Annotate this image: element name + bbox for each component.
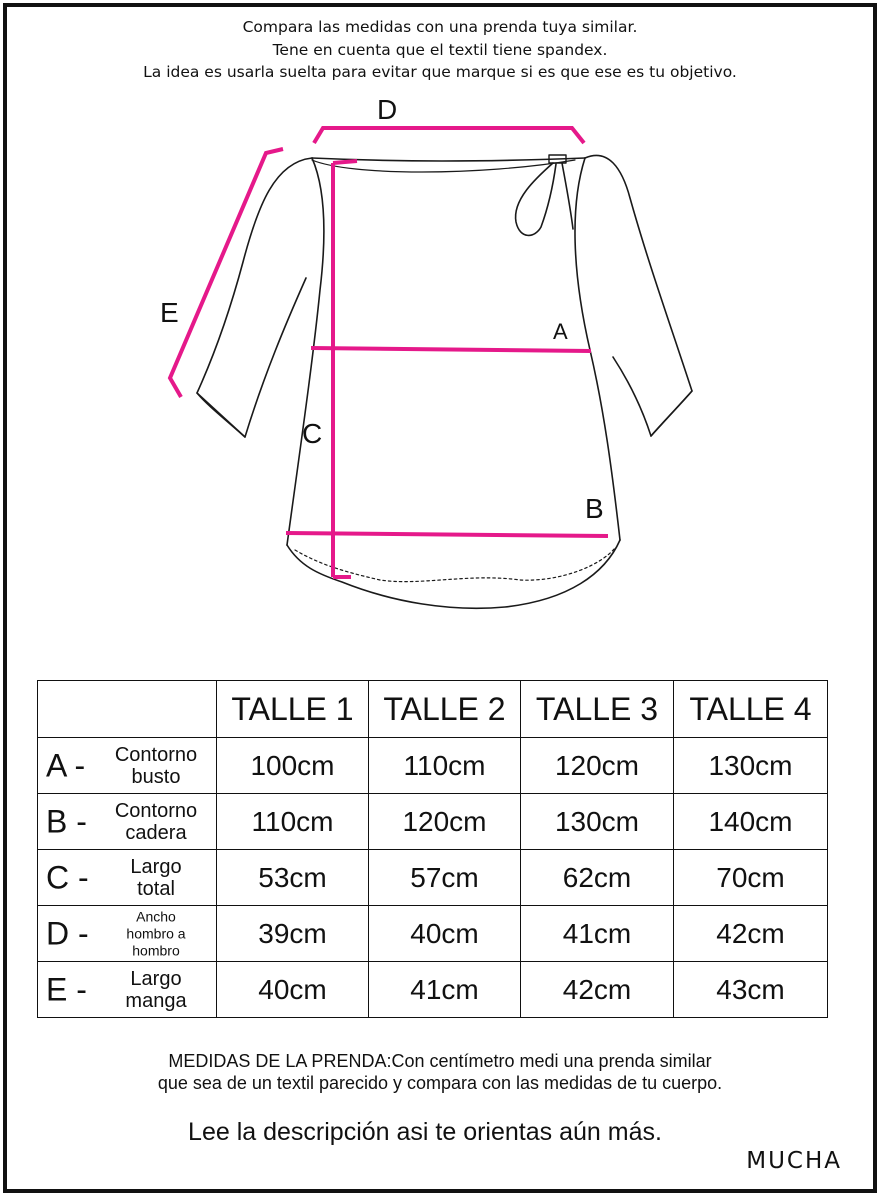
value-cell: 70cm	[674, 850, 828, 906]
measure-line-a	[311, 348, 591, 351]
intro-line-3: La idea es usarla suelta para evitar que marque si es que ese es tu objetivo.	[143, 63, 737, 81]
value-cell: 40cm	[369, 906, 521, 962]
row-letter: A -	[46, 747, 86, 783]
table-header-row	[38, 681, 828, 738]
header-talle-2: TALLE 2	[369, 681, 521, 738]
table-row	[38, 962, 828, 1018]
value-cell: 120cm	[521, 738, 674, 794]
left-side	[287, 158, 324, 545]
left-sleeve	[197, 158, 312, 437]
table-row	[38, 850, 828, 906]
instructions-line-2: que sea de un textil parecido y compara con las medidas de tu cuerpo.	[157, 1073, 723, 1093]
row-description: Ancho hombro a hombro	[126, 908, 186, 958]
value-cell: 40cm	[217, 962, 369, 1018]
label-b: B	[585, 493, 604, 524]
measure-line-c-top	[333, 161, 357, 163]
right-sleeve-cuff	[651, 391, 692, 436]
brand-logo-text: MUCHA	[746, 1148, 842, 1174]
value-cell: 42cm	[674, 906, 828, 962]
row-letter: B -	[46, 803, 87, 839]
header-talle-4: TALLE 4	[674, 681, 828, 738]
label-e: E	[160, 297, 179, 328]
row-label-cell	[38, 738, 217, 794]
table-row	[38, 738, 828, 794]
value-cell: 130cm	[521, 794, 674, 850]
row-label-cell	[38, 906, 217, 962]
row-letter: C -	[46, 859, 89, 895]
value-cell: 140cm	[674, 794, 828, 850]
measure-line-d	[314, 128, 584, 143]
intro-line-2: Tene en cuenta que el textil tiene spandex.	[272, 40, 608, 59]
table-row	[38, 906, 828, 962]
row-description: Contorno cadera	[114, 799, 198, 844]
label-d: D	[377, 94, 398, 125]
header-empty-cell	[38, 681, 217, 738]
description-note: Lee la descripción asi te orientas aún más.	[188, 1118, 662, 1146]
value-cell: 130cm	[674, 738, 828, 794]
value-cell: 39cm	[217, 906, 369, 962]
row-label-cell	[38, 850, 217, 906]
measure-line-e	[170, 149, 283, 397]
value-cell: 41cm	[369, 962, 521, 1018]
bow-loop-left	[516, 163, 556, 235]
table-row	[38, 794, 828, 850]
bow-loop-right	[562, 163, 573, 229]
header-talle-3: TALLE 3	[521, 681, 674, 738]
value-cell: 62cm	[521, 850, 674, 906]
label-c: C	[302, 418, 323, 449]
left-sleeve-cuff	[197, 393, 245, 437]
measure-instructions	[0, 1050, 880, 1094]
value-cell: 42cm	[521, 962, 674, 1018]
label-a: A	[553, 319, 568, 344]
value-cell: 110cm	[369, 738, 521, 794]
row-description: Largo total	[130, 855, 182, 900]
value-cell: 41cm	[521, 906, 674, 962]
row-description: Contorno busto	[114, 743, 198, 788]
right-sleeve	[585, 155, 692, 436]
header-talle-1: TALLE 1	[217, 681, 369, 738]
value-cell: 100cm	[217, 738, 369, 794]
value-cell: 53cm	[217, 850, 369, 906]
row-label-cell	[38, 794, 217, 850]
value-cell: 57cm	[369, 850, 521, 906]
row-label-cell	[38, 962, 217, 1018]
row-letter: D -	[46, 915, 89, 951]
row-letter: E -	[46, 971, 87, 1007]
intro-line-1: Compara las medidas con una prenda tuya similar.	[242, 18, 638, 36]
value-cell: 43cm	[674, 962, 828, 1018]
size-table	[37, 680, 828, 1018]
value-cell: 120cm	[369, 794, 521, 850]
row-description: Largo manga	[125, 967, 187, 1012]
instructions-line-1: MEDIDAS DE LA PRENDA:Con centímetro medi una prenda similar	[168, 1051, 712, 1071]
value-cell: 110cm	[217, 794, 369, 850]
